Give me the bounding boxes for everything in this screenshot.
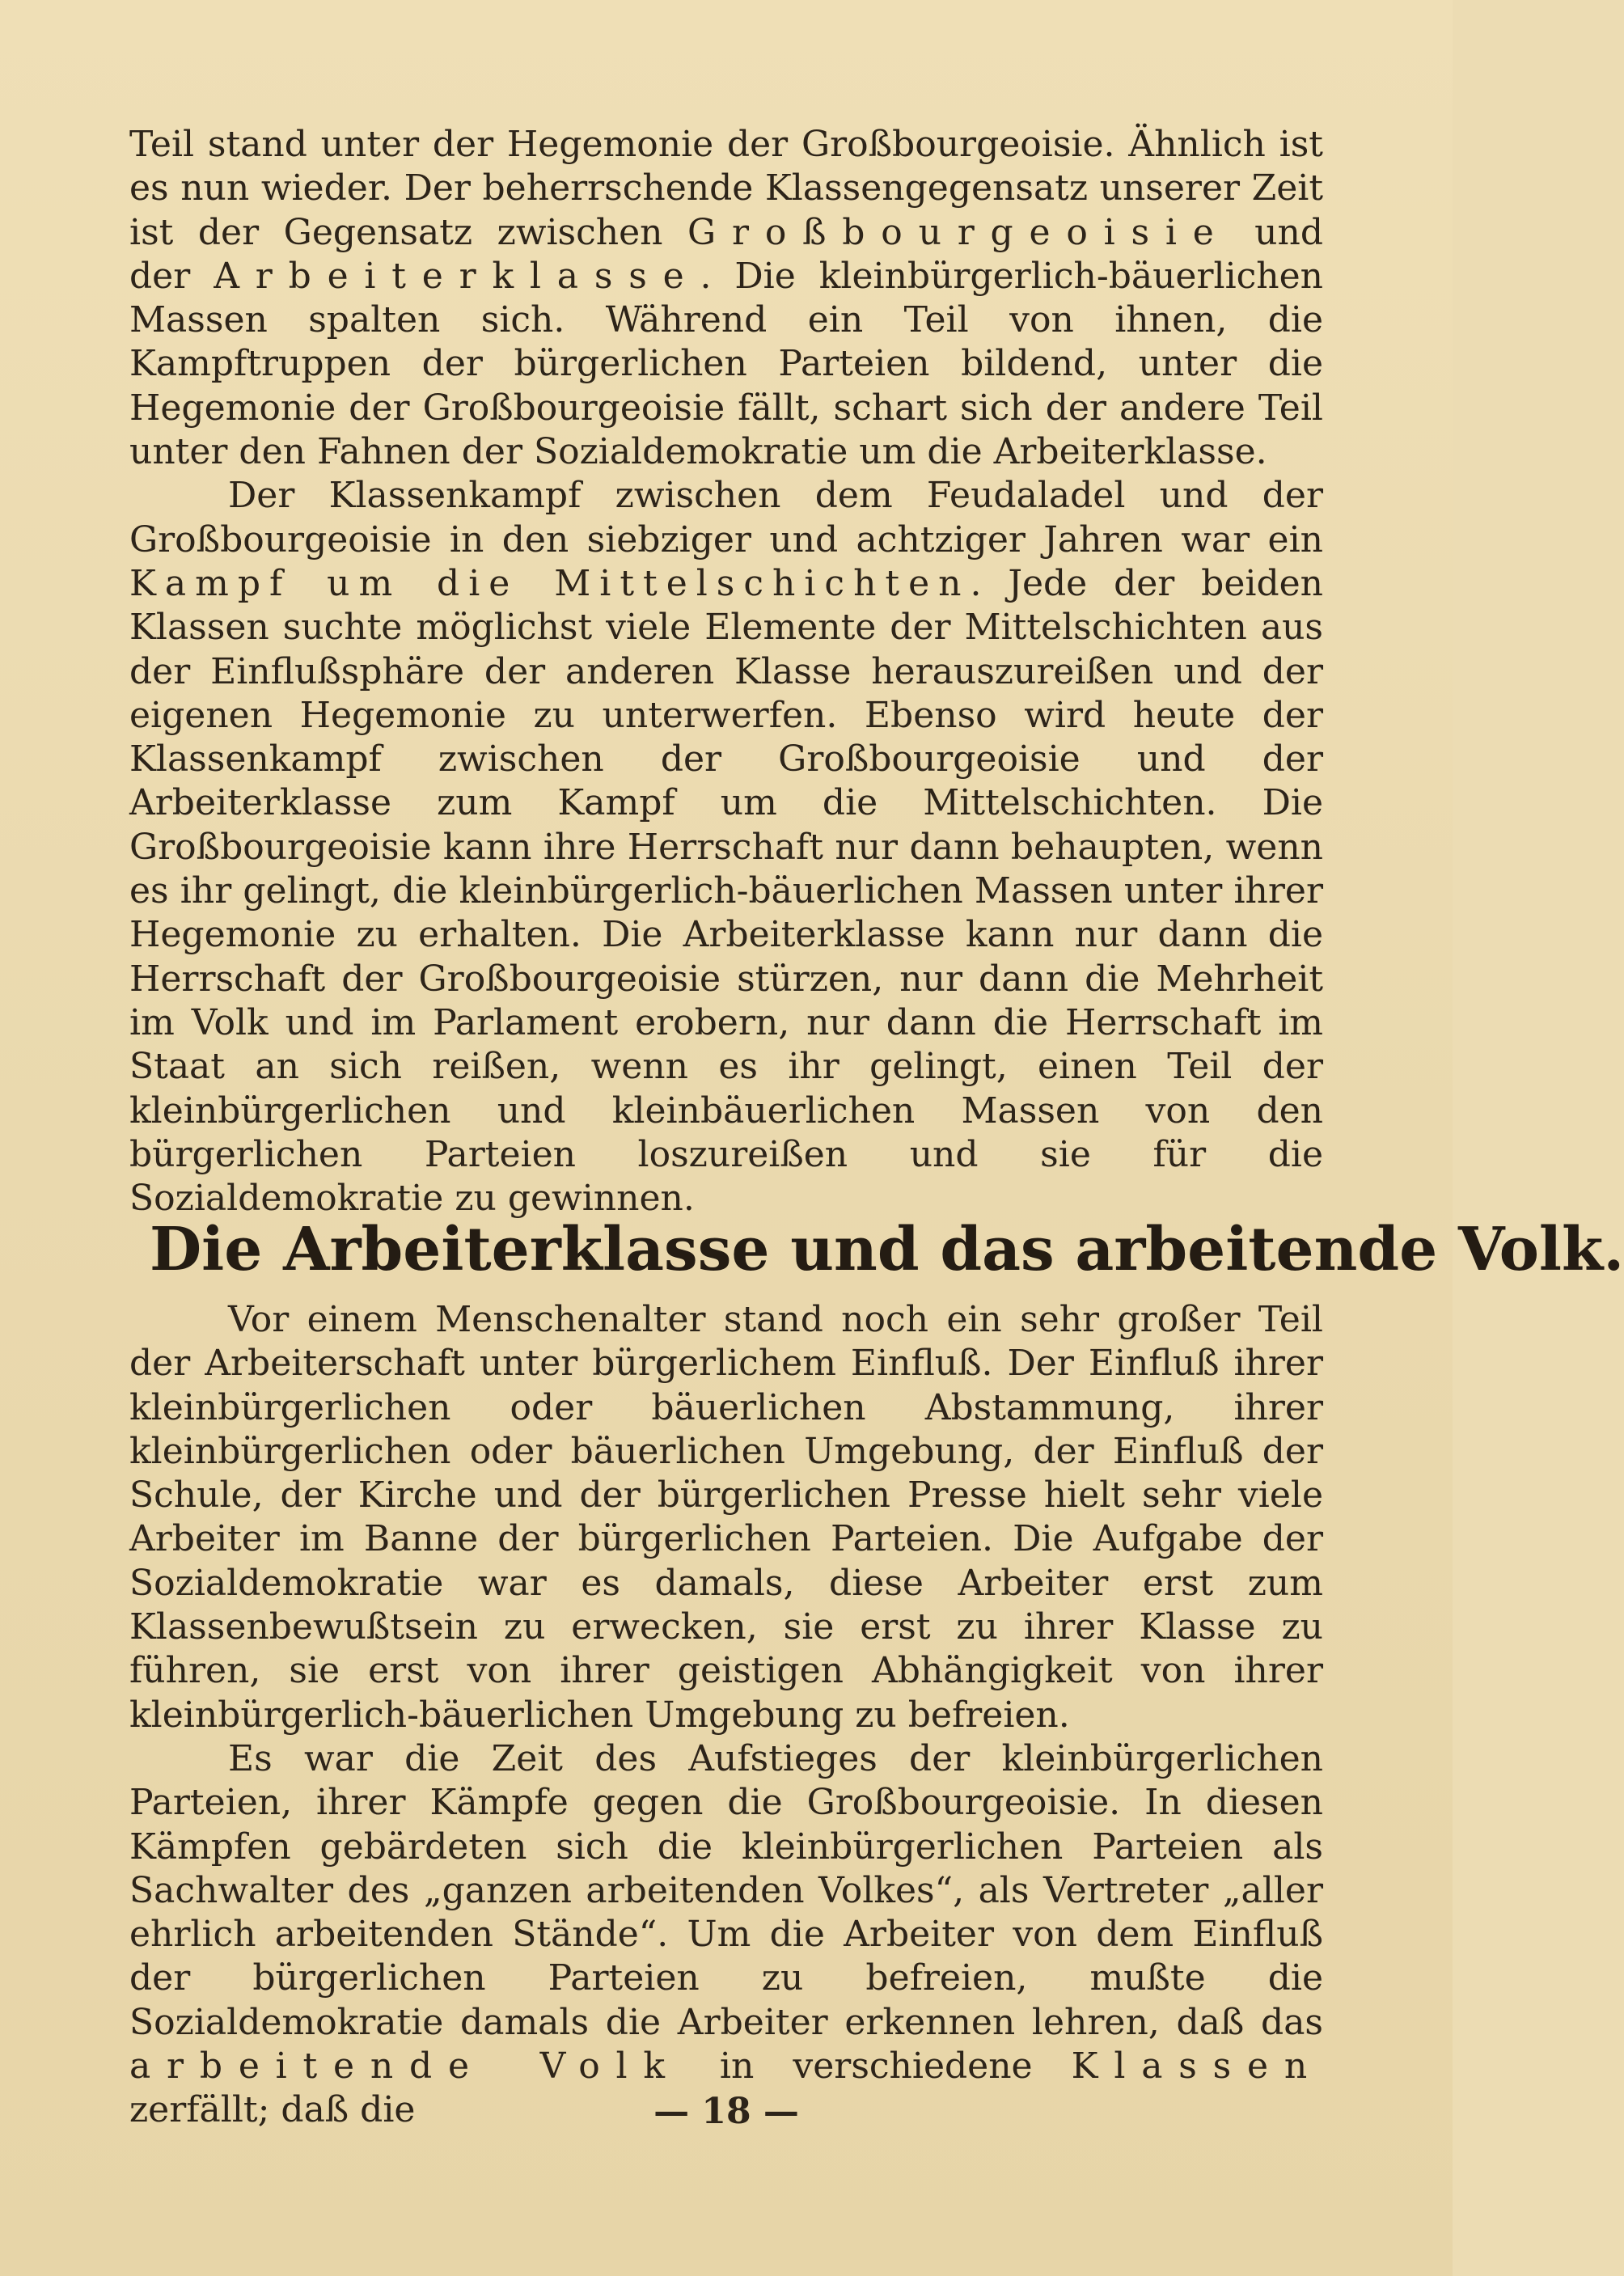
- paragraph-3: Vor einem Menschenalter stand noch ein sehr großer Teil der Arbeiterschaft unter bürgerlichem Einfluß. Der Einfluß ihrer kleinbürgerlichen oder bäuerlichen Abstammung, ihrer kleinbürgerlichen oder bäuerlichen Umgebung, der Einfluß der Schule, der Kirche und der bürgerlichen Presse hielt sehr viele Arbeiter im Banne der bürgerlichen Parteien. Die Aufgabe der Sozialdemokratie war es damals, diese Arbeiter erst zum Klassenbewußtsein zu erwecken, sie erst zu ihrer Klasse zu führen, sie erst von ihrer geistigen Abhängigkeit von ihrer kleinbürgerlich-bäuerlichen Umgebung zu befreien.: [129, 1299, 1323, 1736]
- paragraph-4-text-a: Es war die Zeit des Aufstieges der kleinbürgerlichen Parteien, ihrer Kämpfe gegen die Großbourgeoisie. In diesen Kämpfen gebärdeten sich die kleinbürgerlichen Parteien als Sachwalter des „ganzen arbeitenden Volkes“, als Vertreter „aller ehrlich arbeitenden Stände“. Um die Arbeiter von dem Einfluß der bürgerlichen Parteien zu befreien, mußte die Sozialdemokratie damals die Arbeiter erkennen lehren, daß das: [129, 1737, 1323, 2043]
- paragraph-2-text-a: Der Klassenkampf zwischen dem Feudaladel und der Großbourgeoisie in den siebziger und achtziger Jahren war ein: [129, 475, 1323, 561]
- paragraph-4-text-b: in verschiedene: [680, 2045, 1072, 2088]
- text-upper: [129, 123, 1323, 1220]
- paragraph-4-emphasis-b: Klassen: [1071, 2045, 1323, 2088]
- paragraph-1: [129, 123, 1323, 474]
- paragraph-4-text-c: zerfällt; daß die: [129, 2089, 416, 2131]
- paragraph-2: [129, 474, 1323, 1220]
- page-number: — 18 —: [653, 2091, 799, 2132]
- paragraph-4-emphasis-a: arbeitende Volk: [129, 2045, 681, 2088]
- paragraph-1-text-b: und der: [129, 211, 1324, 297]
- paragraph-1-emphasis-b: Arbeiterklasse: [214, 255, 700, 297]
- paragraph-2-text-b: . Jede der beiden Klassen suchte möglichst viele Elemente der Mittelschichten aus der Einflußsphäre der anderen Klasse herauszureißen und der eigenen Hegemonie zu unterwerfen. Ebenso wird heute der Klassenkampf zwischen der Großbourgeoisie und der Arbeiterklasse zum Kampf um die Mittelschichten. Die Großbourgeoisie kann ihre Herrschaft nur dann behaupten, wenn es ihr gelingt, die kleinbürgerlich-bäuerlichen Massen unter ihrer Hegemonie zu erhalten. Die Arbeiterklasse kann nur dann die Herrschaft der Großbourgeoisie stürzen, nur dann die Mehrheit im Volk und im Parlament erobern, nur dann die Herrschaft im Staat an sich reißen, wenn es ihr gelingt, einen Teil der kleinbürgerlichen und kleinbäuerlichen Massen von den bürgerlichen Parteien loszureißen und sie für die Sozialdemokratie zu gewinnen.: [129, 562, 1323, 1220]
- paragraph-1-text-c: . Die kleinbürgerlich-bäuerlichen Massen spalten sich. Während ein Teil von ihnen, die Kampftruppen der bürgerlichen Parteien bildend, unter die Hegemonie der Großbourgeoisie fällt, schart sich der andere Teil unter den Fahnen der Sozialdemokratie um die Arbeiterklasse.: [129, 255, 1324, 473]
- paragraph-2-emphasis-a: Kampf um die Mittelschichten: [129, 562, 971, 604]
- paragraph-1-text-a: Teil stand unter der Hegemonie der Großbourgeoisie. Ähnlich ist es nun wieder. Der beherrschende Klassengegensatz unserer Zeit ist der Gegensatz zwischen: [129, 124, 1323, 253]
- paragraph-1-emphasis-a: Großbourgeoisie: [687, 211, 1230, 253]
- paragraph-4: [129, 1737, 1323, 2133]
- text-lower: [129, 1298, 1323, 2133]
- section-heading: Die Arbeiterklasse und das arbeitende Volk.: [150, 1215, 1624, 1284]
